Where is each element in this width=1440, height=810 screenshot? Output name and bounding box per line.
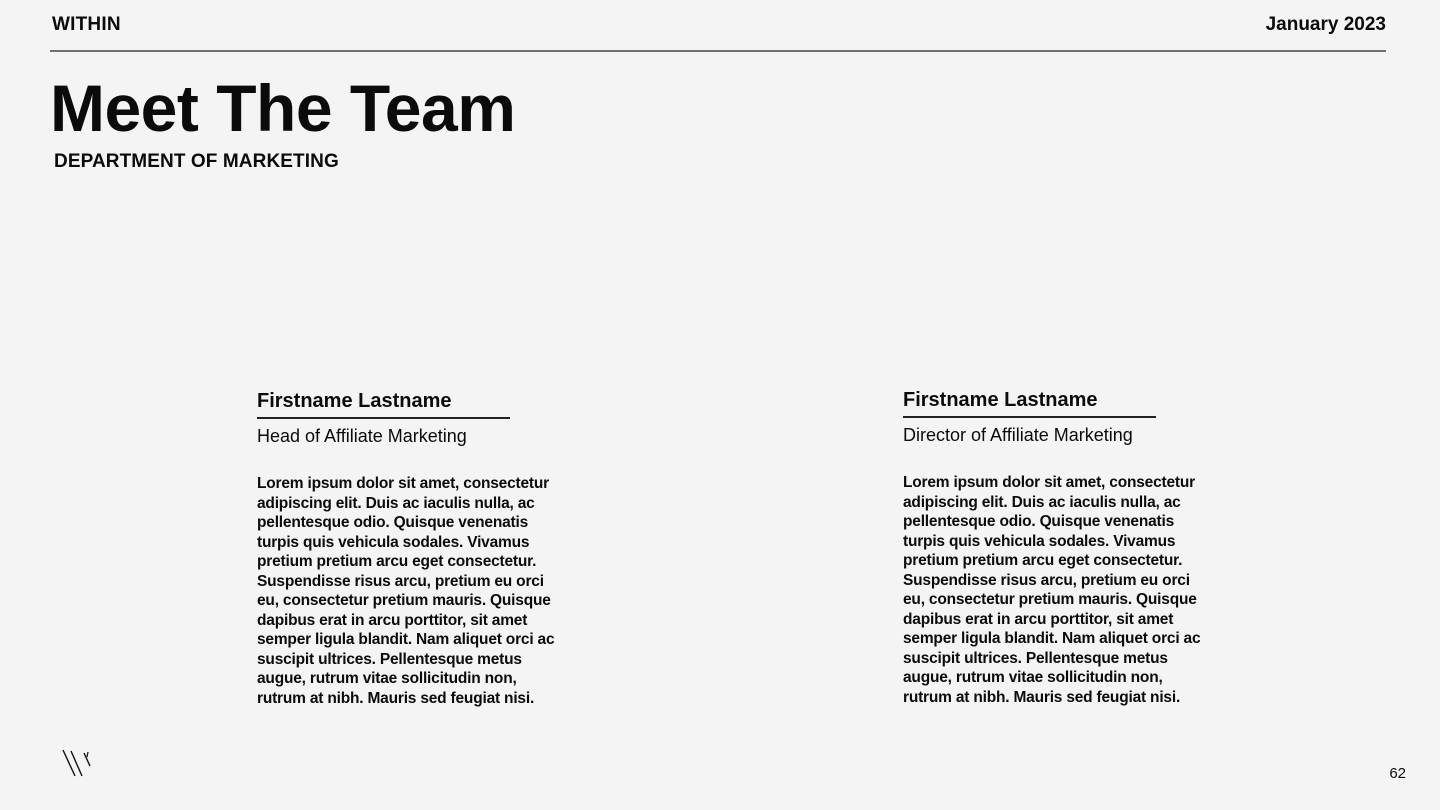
team-member-name: Firstname Lastname <box>903 389 1098 411</box>
within-logo-mark-icon <box>60 748 96 780</box>
team-member-card <box>257 388 577 708</box>
team-member-name: Firstname Lastname <box>257 390 452 412</box>
team-member-role: Head of Affiliate Marketing <box>257 426 467 446</box>
page-subtitle: DEPARTMENT OF MARKETING <box>54 151 339 172</box>
team-member-bio: Lorem ipsum dolor sit amet, consectetur adipiscing elit. Duis ac iaculis nulla, ac pellentesque odio. Quisque venenatis turpis quis vehicula sodales. Vivamus pretium pretium arcu eget consectetur. Suspendisse risus arcu, pretium eu orci eu, consectetur pretium mauris. Quisque dapibus erat in arcu porttitor, sit amet semper ligula blandit. Nam aliquet orci ac suscipit ultrices. Pellentesque metus augue, rutrum vitae sollicitudin non, rutrum at nibh. Mauris sed feugiat nisi. <box>257 475 555 707</box>
team-member-divider <box>903 416 1156 418</box>
page-title: Meet The Team <box>50 71 516 145</box>
header-divider <box>50 50 1386 52</box>
page-number: 62 <box>1389 765 1406 782</box>
brand-name: WITHIN <box>52 14 121 35</box>
team-member-role: Director of Affiliate Marketing <box>903 425 1133 445</box>
team-member-divider <box>257 417 510 419</box>
header-date: January 2023 <box>1265 14 1386 35</box>
team-member-bio: Lorem ipsum dolor sit amet, consectetur adipiscing elit. Duis ac iaculis nulla, ac pellentesque odio. Quisque venenatis turpis quis vehicula sodales. Vivamus pretium pretium arcu eget consectetur. Suspendisse risus arcu, pretium eu orci eu, consectetur pretium mauris. Quisque dapibus erat in arcu porttitor, sit amet semper ligula blandit. Nam aliquet orci ac suscipit ultrices. Pellentesque metus augue, rutrum vitae sollicitudin non, rutrum at nibh. Mauris sed feugiat nisi. <box>903 474 1201 706</box>
team-member-card <box>903 387 1223 707</box>
